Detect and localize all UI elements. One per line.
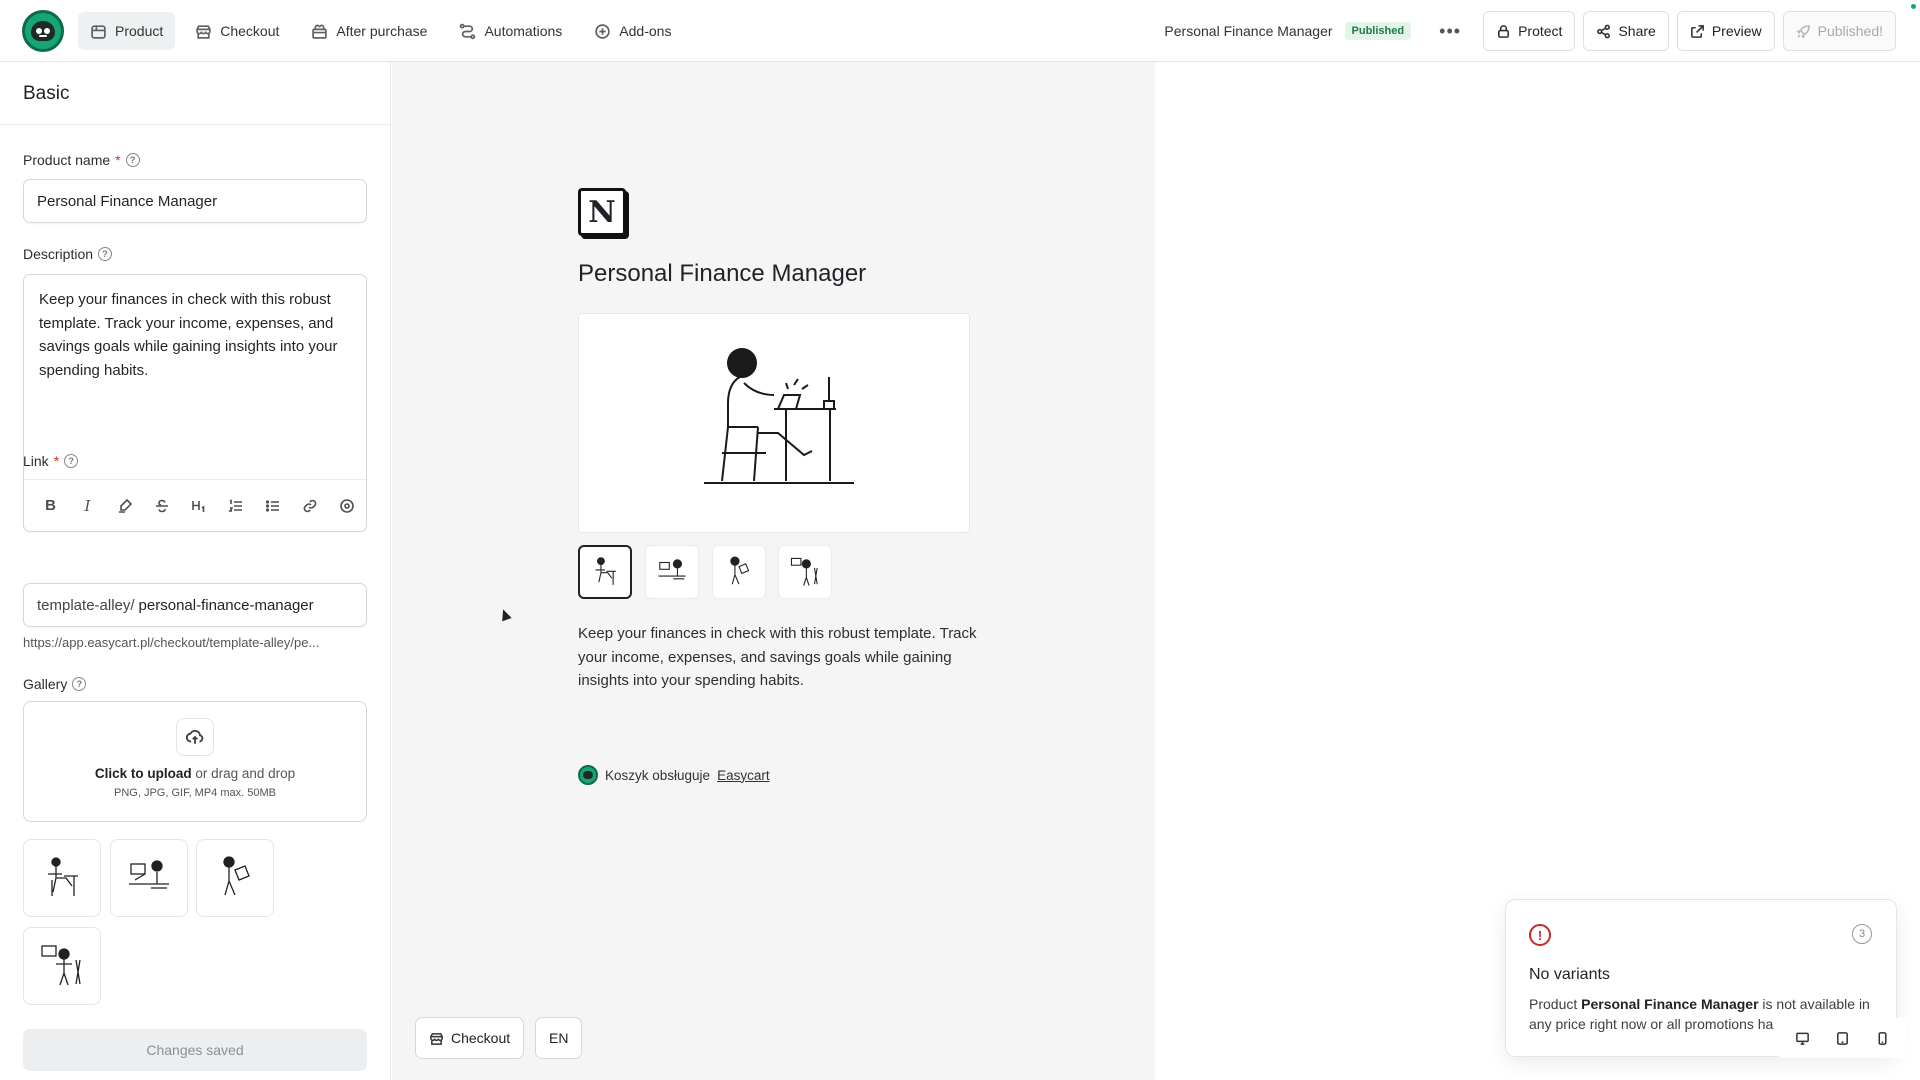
- protect-button[interactable]: [1483, 11, 1575, 51]
- alert-circle-icon: !: [1529, 924, 1551, 946]
- help-icon[interactable]: ?: [64, 454, 78, 468]
- person-with-board-illustration-icon: [786, 553, 824, 591]
- product-settings-panel: [0, 62, 391, 1080]
- tab-automations[interactable]: [447, 12, 574, 50]
- gallery-thumbnail[interactable]: [23, 927, 101, 1005]
- gallery-thumbnail[interactable]: [196, 839, 274, 917]
- required-marker: *: [53, 453, 60, 469]
- store-icon: [429, 1031, 444, 1046]
- language-label: EN: [549, 1030, 569, 1046]
- description-label-text: Description: [23, 246, 94, 262]
- section-title: Basic: [0, 62, 390, 125]
- checkout-preview-button[interactable]: [415, 1017, 524, 1059]
- powered-by: [578, 765, 770, 785]
- description-editor[interactable]: [23, 274, 367, 532]
- product-name-label: [23, 152, 140, 168]
- tablet-view-button[interactable]: [1823, 1022, 1861, 1054]
- tab-automations-label: Automations: [484, 23, 563, 39]
- share-icon: [1596, 24, 1611, 39]
- tab-after-purchase-label: After purchase: [336, 23, 428, 39]
- help-icon[interactable]: ?: [126, 153, 140, 167]
- person-reading-illustration-icon: [720, 553, 758, 591]
- person-with-laptop-illustration-icon: [653, 553, 691, 591]
- preview-thumbnail[interactable]: [645, 545, 699, 599]
- help-icon[interactable]: ?: [72, 677, 86, 691]
- highlighter-icon: [117, 498, 133, 514]
- tab-product-label: Product: [115, 23, 164, 39]
- description-text[interactable]: Keep your finances in check with this robust template. Track your income, expenses, and savings goals while gaining insights into your spending habits.: [39, 291, 338, 379]
- status-dot: [1911, 4, 1916, 9]
- easycart-link[interactable]: Easycart: [717, 767, 770, 783]
- external-link-icon: [1690, 24, 1705, 39]
- strikethrough-button[interactable]: [143, 490, 180, 522]
- checkout-preview: [392, 62, 1155, 1080]
- status-badge: Published: [1345, 22, 1412, 40]
- heading-button[interactable]: [180, 490, 217, 522]
- preview-label: Preview: [1711, 23, 1762, 39]
- gallery-thumbnail[interactable]: [23, 839, 101, 917]
- more-options-button[interactable]: •••: [1439, 20, 1462, 41]
- editor-toolbar: [24, 479, 366, 531]
- preview-description: Keep your finances in check with this robust template. Track your income, expenses, and savings goals while gaining insights into your spending habits.: [578, 625, 977, 689]
- bold-icon: B: [45, 497, 56, 514]
- tablet-icon: [1835, 1031, 1850, 1046]
- person-at-desk-illustration-icon: [586, 553, 624, 591]
- mobile-view-button[interactable]: [1863, 1022, 1901, 1054]
- ordered-list-icon: [228, 498, 244, 514]
- toast-title: No variants: [1529, 966, 1610, 983]
- person-at-desk-illustration-icon: [34, 850, 90, 906]
- preview-thumbnail-selected[interactable]: [578, 545, 632, 599]
- link-icon: [302, 498, 318, 514]
- link-slug[interactable]: personal-finance-manager: [138, 596, 314, 614]
- italic-icon: I: [84, 496, 91, 515]
- tab-after-purchase[interactable]: [299, 12, 439, 50]
- product-name-input[interactable]: Personal Finance Manager: [23, 179, 367, 223]
- toast-body-prefix: Product: [1529, 996, 1582, 1012]
- person-with-laptop-illustration-icon: [121, 850, 177, 906]
- link-label: [23, 453, 78, 469]
- link-input[interactable]: [23, 583, 367, 627]
- tab-add-ons-label: Add-ons: [619, 23, 672, 39]
- tab-add-ons[interactable]: [582, 12, 683, 50]
- device-switcher: [1777, 1018, 1907, 1058]
- link-label-text: Link: [23, 453, 49, 469]
- person-with-board-illustration-icon: [34, 938, 90, 994]
- preview-thumbnail[interactable]: [712, 545, 766, 599]
- desktop-icon: [1795, 1031, 1810, 1046]
- gallery-upload-dropzone[interactable]: [23, 701, 367, 822]
- desktop-view-button[interactable]: [1783, 1022, 1821, 1054]
- top-bar: [0, 0, 1920, 62]
- preview-product-title: Personal Finance Manager: [578, 260, 867, 287]
- store-icon: [195, 23, 212, 40]
- powered-text: Koszyk obsługuje: [605, 767, 711, 783]
- person-at-desk-illustration-icon: [674, 333, 874, 513]
- workflow-icon: [459, 23, 476, 40]
- upload-rest-text: or drag and drop: [191, 766, 296, 781]
- header-product-title: Personal Finance Manager: [1164, 23, 1333, 39]
- language-button[interactable]: [535, 1017, 582, 1059]
- gallery-thumbnail[interactable]: [110, 839, 188, 917]
- upload-cloud-icon: [176, 718, 214, 756]
- bold-button[interactable]: [32, 490, 69, 522]
- highlight-button[interactable]: [106, 490, 143, 522]
- notion-logo-icon: N: [578, 188, 626, 236]
- share-label: Share: [1618, 23, 1656, 39]
- bullet-list-icon: [265, 498, 281, 514]
- product-name-label-text: Product name: [23, 152, 111, 168]
- upload-file-hint: PNG, JPG, GIF, MP4 max. 50MB: [114, 787, 276, 799]
- italic-button[interactable]: [69, 490, 106, 522]
- tab-product[interactable]: [78, 12, 175, 50]
- gallery-label: [23, 676, 86, 692]
- toast-body-suffix: is not available in any price right now or all promotions ha: [1529, 996, 1870, 1032]
- lock-icon: [1496, 24, 1511, 39]
- tab-checkout[interactable]: [183, 12, 291, 50]
- bullet-list-button[interactable]: [254, 490, 291, 522]
- main-nav: [78, 12, 683, 50]
- toast-product-name: Personal Finance Manager: [1581, 996, 1759, 1012]
- published-label: Published!: [1817, 23, 1883, 39]
- full-url-hint[interactable]: https://app.easycart.pl/checkout/template-alley/pe...: [23, 635, 320, 650]
- link-prefix: template-alley/: [37, 596, 135, 614]
- heading-icon: [191, 498, 207, 514]
- mobile-icon: [1875, 1031, 1890, 1046]
- upload-link[interactable]: Click to upload: [94, 766, 192, 781]
- description-label: [23, 246, 112, 262]
- easycart-mini-logo-icon: [578, 765, 598, 785]
- strikethrough-icon: [154, 498, 170, 514]
- tab-checkout-label: Checkout: [220, 23, 280, 39]
- product-hero-image[interactable]: [578, 313, 970, 533]
- gallery-label-text: Gallery: [23, 676, 68, 692]
- share-button[interactable]: [1583, 11, 1668, 51]
- ordered-list-button[interactable]: [217, 490, 254, 522]
- toast-count-badge[interactable]: 3: [1852, 924, 1872, 944]
- checkout-preview-label: Checkout: [451, 1030, 511, 1046]
- emoji-button[interactable]: [328, 490, 365, 522]
- plus-box-icon: [594, 23, 611, 40]
- mouse-cursor-icon: [498, 608, 511, 622]
- link-button[interactable]: [291, 490, 328, 522]
- protect-label: Protect: [1518, 23, 1563, 39]
- changes-saved-button[interactable]: Changes saved: [23, 1029, 367, 1071]
- easycart-logo-icon[interactable]: [22, 10, 64, 52]
- box-icon: [90, 23, 107, 40]
- upload-instructions: [24, 766, 366, 781]
- required-marker: *: [115, 152, 121, 168]
- help-icon[interactable]: ?: [98, 247, 112, 261]
- emoji-icon: [339, 498, 355, 514]
- person-reading-illustration-icon: [207, 850, 263, 906]
- preview-button[interactable]: [1677, 11, 1775, 51]
- header-actions: [1164, 11, 1896, 51]
- rocket-icon: [1796, 24, 1811, 39]
- preview-thumbnail[interactable]: [778, 545, 832, 599]
- gift-icon: [311, 23, 328, 40]
- published-button[interactable]: [1783, 11, 1896, 51]
